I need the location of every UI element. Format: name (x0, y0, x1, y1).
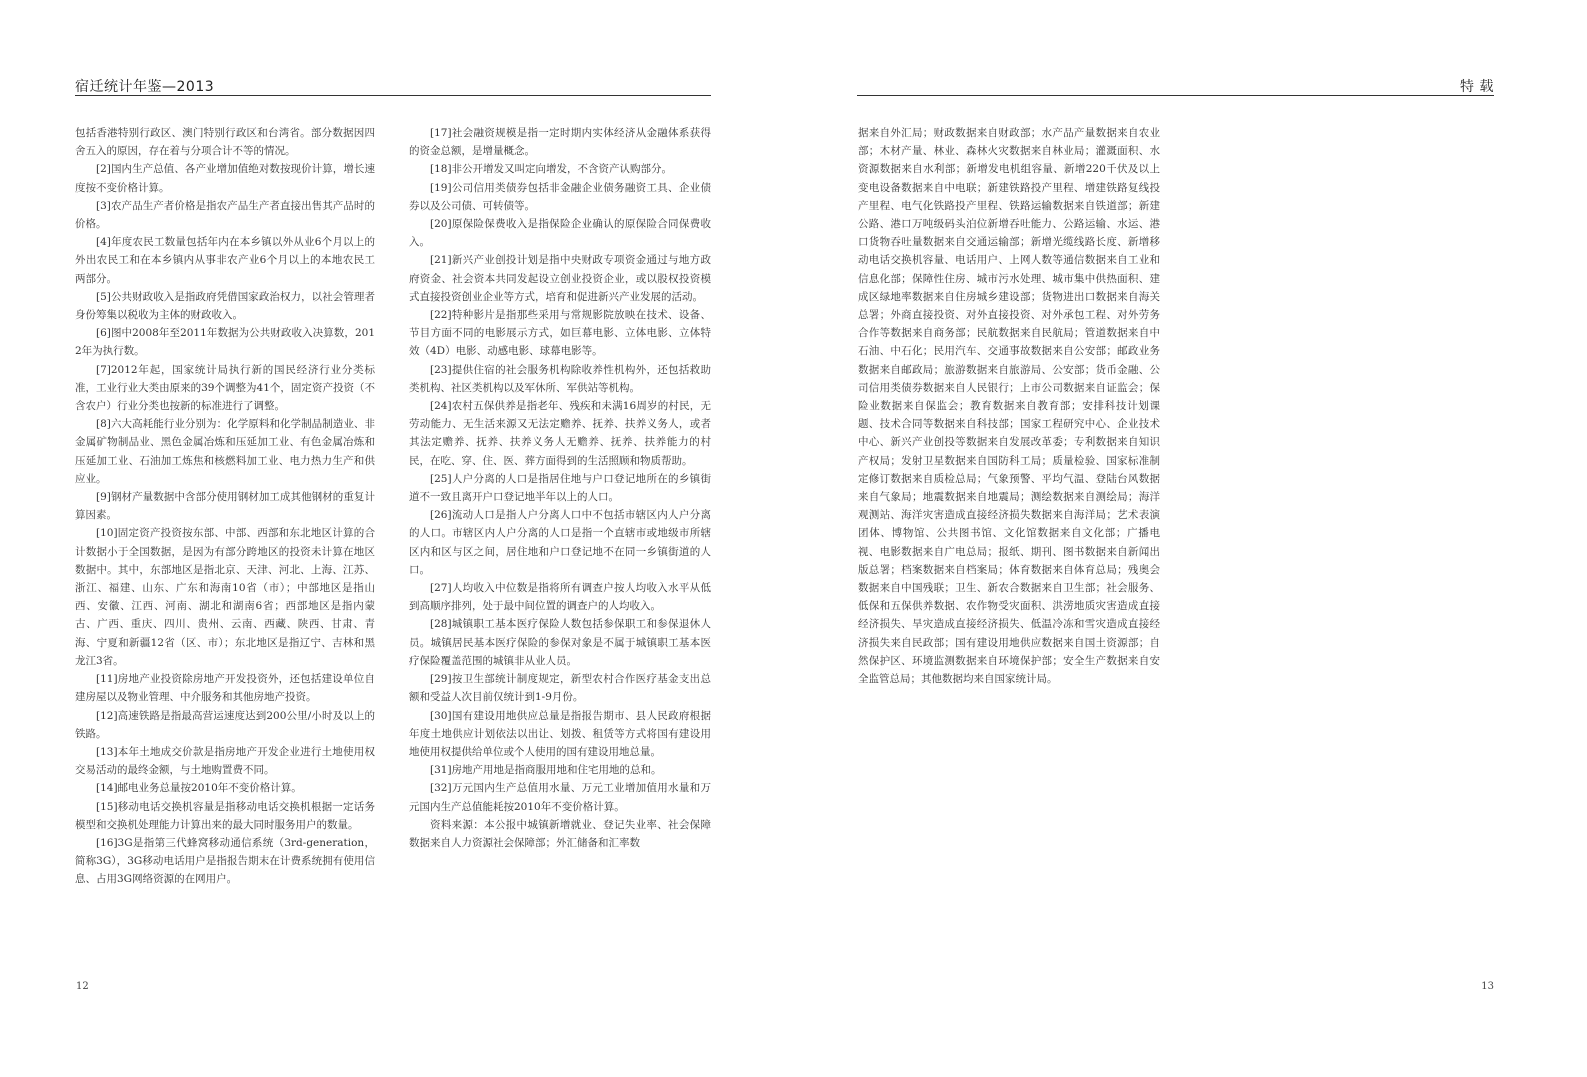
note-paragraph: 包括香港特别行政区、澳门特别行政区和台湾省。部分数据因四舍五入的原因，存在着与分项合计不等的情况。 (75, 127, 375, 158)
note-paragraph: [9]钢材产量数据中含部分使用钢材加工成其他钢材的重复计算因素。 (75, 491, 375, 522)
note-paragraph: [5]公共财政收入是指政府凭借国家政治权力，以社会管理者身份筹集以税收为主体的财政收入。 (75, 290, 375, 322)
note-paragraph: [18]非公开增发又叫定向增发，不含资产认购部分。 (430, 163, 673, 176)
note-paragraph: [6]图中2008年至2011年数据为公共财政收入决算数，2012年为执行数。 (75, 327, 375, 358)
right-header-rule (857, 95, 1494, 96)
note-paragraph: [25]人户分离的人口是指居住地与户口登记地所在的乡镇街道不一致且离开户口登记地半年以上的人口。 (409, 472, 711, 504)
note-paragraph: [32]万元国内生产总值用水量、万元工业增加值用水量和万元国内生产总值能耗按2010年不变价格计算。 (409, 782, 711, 813)
note-paragraph: [22]特种影片是指那些采用与常规影院放映在技术、设备、节目方面不同的电影展示方式，如巨幕电影、立体电影、立体特效（4D）电影、动感电影、球幕电影等。 (409, 309, 711, 358)
right-page-header: 特 载 (1460, 79, 1494, 95)
note-paragraph: [27]人均收入中位数是指将所有调查户按人均收入水平从低到高顺序排列，处于最中间位置的调查户的人均收入。 (409, 582, 711, 613)
data-source-paragraph: 据来自外汇局；财政数据来自财政部；水产品产量数据来自农业部；木材产量、林业、森林火灾数据来自林业局；灌溉面积、水资源数据来自水利部；新增发电机组容量、新增220千伏及以上变电设备数据来自中电联；新建铁路投产里程、增建铁路复线投产里程、电气化铁路投产里程、铁路运输数据来自铁道部；新建公路、港口万吨级码头泊位新增吞吐能力、公路运输、水运、港口货物吞吐量数据来自交通运输部；新增光缆线路长度、新增移动电话交换机容量、电话用户、上网人数等通信数据来自工业和信息化部；保障性住房、城市污水处理、城市集中供热面积、建成区绿地率数据来自住房城乡建设部；货物进出口数据来自海关总署；外商直接投资、对外直接投资、对外承包工程、对外劳务合作等数据来自商务部；民航数据来自民航局；管道数据来自中石油、中石化；民用汽车、交通事故数据来自公安部；邮政业务数据来自邮政局；旅游数据来自旅游局、公安部；货币金融、公司信用类债券数据来自人民银行；上市公司数据来自证监会；保险业数据来自保监会；教育数据来自教育部；安排科技计划课题、技术合同等数据来自科技部；国家工程研究中心、企业技术中心、新兴产业创投等数据来自发展改革委；专利数据来自知识产权局；发射卫星数据来自国防科工局；质量检验、国家标准制定修订数据来自质检总局；气象预警、平均气温、登陆台风数据来自气象局；地震数据来自地震局；测绘数据来自测绘局；海洋观测站、海洋灾害造成直接经济损失数据来自海洋局；艺术表演团体、博物馆、公共图书馆、文化馆数据来自文化部；广播电视、电影数据来自广电总局；报纸、期刊、图书数据来自新闻出版总署；档案数据来自档案局；体育数据来自体育总局；残奥会数据来自中国残联；卫生、新农合数据来自卫生部；社会服务、低保和五保供养数据、农作物受灾面积、洪涝地质灾害造成直接经济损失、旱灾造成直接经济损失、低温冷冻和雪灾造成直接经济损失来自民政部；国有建设用地供应数据来自国土资源部；自然保护区、环境监测数据来自环境保护部；安全生产数据来自安全监管总局；其他数据均来自国家统计局。 (858, 127, 1160, 686)
note-paragraph: [31]房地产用地是指商服用地和住宅用地的总和。 (430, 764, 662, 777)
note-paragraph: [21]新兴产业创投计划是指中央财政专项资金通过与地方政府资金、社会资本共同发起设立创业投资企业，或以股权投资模式直接投资创业企业等方式，培育和促进新兴产业发展的活动。 (409, 254, 711, 303)
note-paragraph: [11]房地产业投资除房地产开发投资外，还包括建设单位自建房屋以及物业管理、中介服务和其他房地产投资。 (75, 673, 375, 704)
note-paragraph: [19]公司信用类债券包括非金融企业债务融资工具、企业债券以及公司债、可转债等。 (409, 181, 711, 212)
text-column-2 (409, 124, 711, 852)
left-page-header: 宿迁统计年鉴—2013 (75, 79, 215, 95)
note-paragraph: [12]高速铁路是指最高营运速度达到200公里/小时及以上的铁路。 (75, 709, 375, 740)
note-paragraph: [17]社会融资规模是指一定时期内实体经济从金融体系获得的资金总额，是增量概念。 (409, 127, 711, 158)
note-paragraph: [29]按卫生部统计制度规定，新型农村合作医疗基金支出总额和受益人次目前仅统计到1-9月份。 (409, 673, 711, 704)
note-paragraph: [24]农村五保供养是指老年、残疾和未满16周岁的村民，无劳动能力、无生活来源又无法定赡养、抚养、扶养义务人，或者其法定赡养、抚养、扶养义务人无赡养、抚养、扶养能力的村民，在吃、穿、住、医、葬方面得到的生活照顾和物质帮助。 (409, 400, 711, 467)
left-page-number: 12 (76, 981, 89, 992)
note-paragraph: [16]3G是指第三代蜂窝移动通信系统（3rd-generation，简称3G），3G移动电话用户是指报告期末在计费系统拥有使用信息、占用3G网络资源的在网用户。 (75, 836, 375, 886)
note-paragraph: [2]国内生产总值、各产业增加值绝对数按现价计算，增长速度按不变价格计算。 (75, 163, 375, 194)
note-paragraph: [10]固定资产投资按东部、中部、西部和东北地区计算的合计数据小于全国数据，是因为有部分跨地区的投资未计算在地区数据中。其中，东部地区是指北京、天津、河北、上海、江苏、浙江、福建、山东、广东和海南10省（市）；中部地区是指山西、安徽、江西、河南、湖北和湖南6省；西部地区是指内蒙古、广西、重庆、四川、贵州、云南、西藏、陕西、甘肃、青海、宁夏和新疆12省（区、市）；东北地区是指辽宁、吉林和黑龙江3省。 (75, 527, 375, 667)
text-column-3 (858, 124, 1160, 688)
note-paragraph: [8]六大高耗能行业分别为：化学原料和化学制品制造业、非金属矿物制品业、黑色金属冶炼和压延加工业、有色金属冶炼和压延加工业、石油加工炼焦和核燃料加工业、电力热力生产和供应业。 (75, 418, 375, 485)
text-column-1 (75, 124, 375, 889)
right-page-number: 13 (1481, 981, 1494, 992)
note-paragraph: [20]原保险保费收入是指保险企业确认的原保险合同保费收入。 (409, 218, 711, 249)
note-paragraph: [30]国有建设用地供应总量是指报告期市、县人民政府根据年度土地供应计划依法以出让、划拨、租赁等方式将国有建设用地使用权提供给单位或个人使用的国有建设用地总量。 (409, 709, 711, 758)
note-paragraph: [14]邮电业务总量按2010年不变价格计算。 (96, 782, 302, 795)
note-paragraph: [23]提供住宿的社会服务机构除收养性机构外，还包括救助类机构、社区类机构以及军休所、军供站等机构。 (409, 363, 711, 394)
note-paragraph: [7]2012年起，国家统计局执行新的国民经济行业分类标准，工业行业大类由原来的39个调整为41个，固定资产投资（不含农户）行业分类也按新的标准进行了调整。 (75, 363, 375, 413)
left-header-rule (75, 95, 711, 96)
note-paragraph: [13]本年土地成交价款是指房地产开发企业进行土地使用权交易活动的最终金额，与土地购置费不同。 (75, 745, 375, 777)
note-paragraph: [15]移动电话交换机容量是指移动电话交换机根据一定话务模型和交换机处理能力计算出来的最大同时服务用户的数量。 (75, 800, 375, 831)
note-paragraph: [28]城镇职工基本医疗保险人数包括参保职工和参保退休人员。城镇居民基本医疗保险的参保对象是不属于城镇职工基本医疗保险覆盖范围的城镇非从业人员。 (409, 618, 711, 667)
note-paragraph: [4]年度农民工数量包括年内在本乡镇以外从业6个月以上的外出农民工和在本乡镇内从事非农产业6个月以上的本地农民工两部分。 (75, 236, 375, 285)
note-paragraph: [3]农产品生产者价格是指农产品生产者直接出售其产品时的价格。 (75, 199, 375, 231)
note-paragraph: [26]流动人口是指人户分离人口中不包括市辖区内人户分离的人口。市辖区内人户分离的人口是指一个直辖市或地级市所辖区内和区与区之间，居住地和户口登记地不在同一乡镇街道的人口。 (409, 509, 711, 576)
data-source-paragraph: 资料来源：本公报中城镇新增就业、登记失业率、社会保障数据来自人力资源社会保障部；外汇储备和汇率数 (409, 818, 711, 849)
